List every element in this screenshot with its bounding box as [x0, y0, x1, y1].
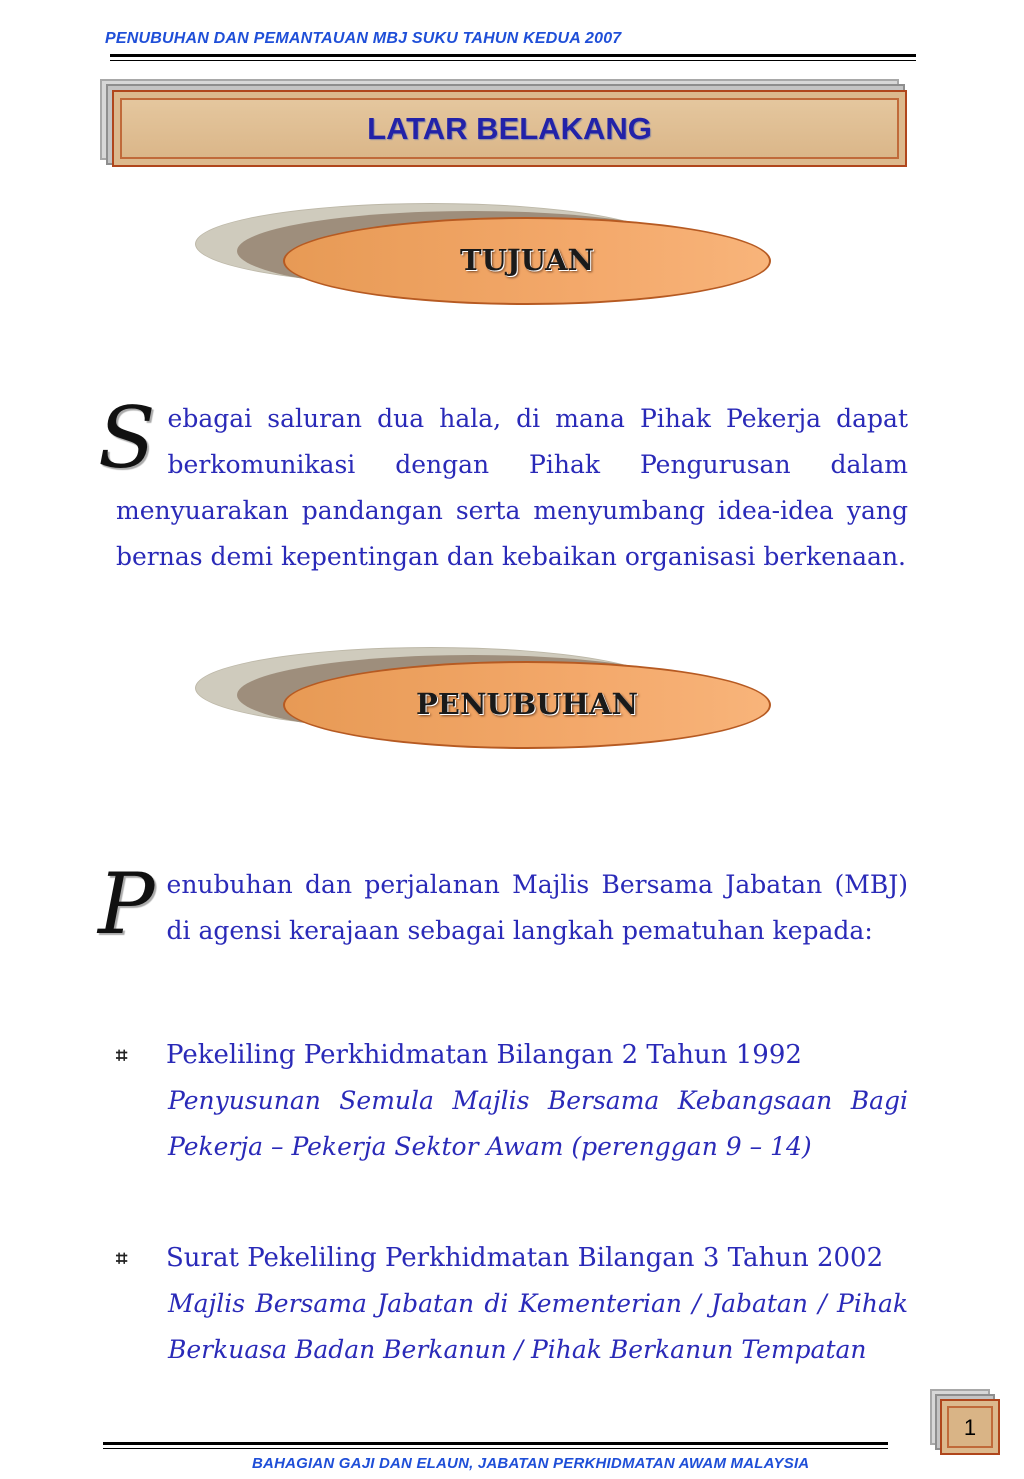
drop-cap: P	[98, 855, 155, 953]
header-rule-thin	[110, 60, 916, 61]
bullet-title: Pekeliling Perkhidmatan Bilangan 2 Tahun 1992	[166, 1040, 802, 1070]
section-heading-penubuhan	[195, 647, 775, 747]
page-title: LATAR BELAKANG	[367, 111, 652, 146]
bullet-title: Surat Pekeliling Perkhidmatan Bilangan 3 Tahun 2002	[166, 1243, 884, 1273]
tujuan-paragraph-text: ebagai saluran dua hala, di mana Pihak Pekerja dapat berkomunikasi dengan Pihak Pengurusan dalam menyuarakan pandangan serta menyumbang idea-idea yang bernas demi kepentingan dan kebaikan organisasi berkenaan.	[116, 404, 908, 571]
drop-cap: S	[98, 389, 156, 487]
header-rule-thick	[110, 54, 916, 57]
bullet-description: Majlis Bersama Jabatan di Kementerian / Jabatan / Pihak Berkuasa Badan Berkanun / Pihak Berkanun Tempatan	[168, 1289, 908, 1364]
penubuhan-paragraph	[98, 855, 908, 954]
running-header: PENUBUHAN DAN PEMANTAUAN MBJ SUKU TAHUN KEDUA 2007	[105, 30, 622, 47]
hash-square-icon: ⌗	[116, 1043, 128, 1067]
section-heading-label: PENUBUHAN	[416, 687, 638, 721]
footer-rule-thin	[103, 1448, 888, 1449]
page-number-box	[940, 1399, 1000, 1455]
page-number: 1	[963, 1415, 977, 1440]
section-heading-tujuan	[195, 203, 775, 303]
tujuan-paragraph	[98, 389, 908, 580]
penubuhan-paragraph-text: enubuhan dan perjalanan Majlis Bersama Jabatan (MBJ) di agensi kerajaan sebagai langkah pematuhan kepada:	[166, 870, 908, 945]
bullet-description: Penyusunan Semula Majlis Bersama Kebangsaan Bagi Pekerja – Pekerja Sektor Awam (perenggan 9 – 14)	[168, 1086, 908, 1161]
hash-square-icon: ⌗	[116, 1246, 128, 1270]
footer-rule-thick	[103, 1442, 888, 1445]
running-footer: BAHAGIAN GAJI DAN ELAUN, JABATAN PERKHIDMATAN AWAM MALAYSIA	[252, 1455, 810, 1472]
title-box	[112, 90, 907, 167]
section-heading-label: TUJUAN	[460, 243, 594, 277]
